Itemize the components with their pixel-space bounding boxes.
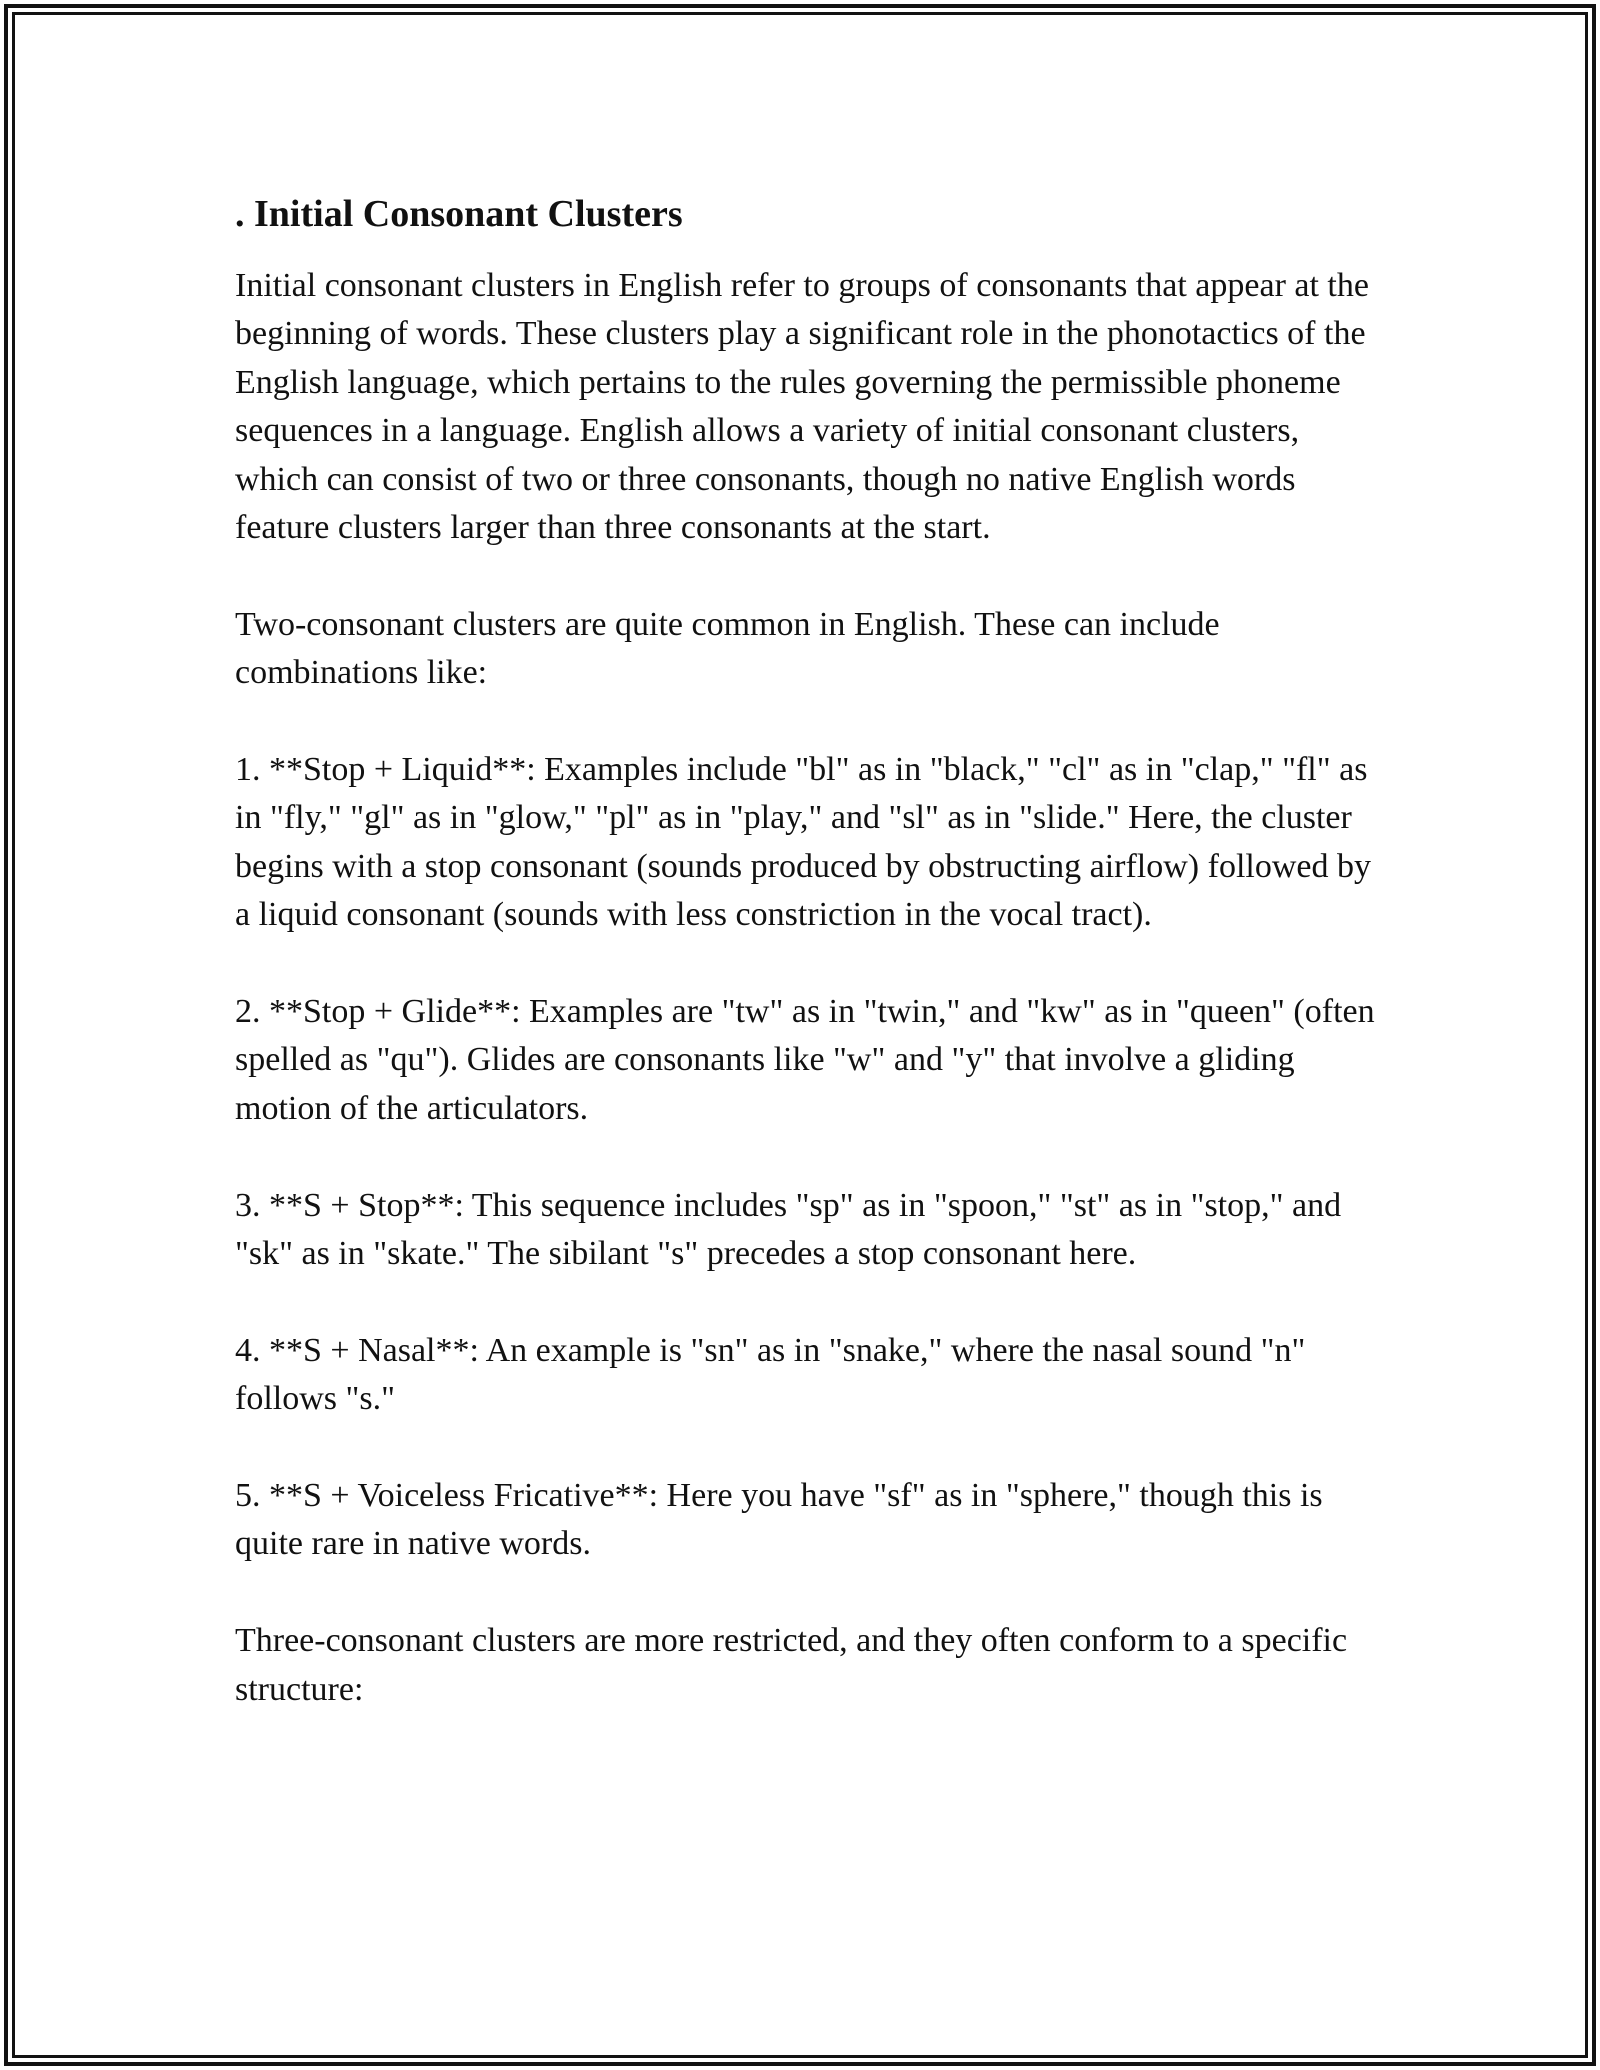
- list-item-stop-glide: 2. **Stop + Glide**: Examples are "tw" as in "twin," and "kw" as in "queen" (often spelled as "qu"). Glides are consonants like "w" and "y" that involve a gliding motion of the articulators.: [235, 993, 1375, 1127]
- section-heading: . Initial Consonant Clusters: [235, 193, 683, 235]
- paragraph-three-consonant: Three-consonant clusters are more restricted, and they often conform to a specific structure:: [235, 1622, 1348, 1708]
- paragraph-two-consonant: Two-consonant clusters are quite common in English. These can include combinations like:: [235, 605, 1220, 692]
- list-item-s-nasal: 4. **S + Nasal**: An example is "sn" as in "snake," where the nasal sound "n" follows "s.": [235, 1331, 1306, 1418]
- list-item-s-fricative: 5. **S + Voiceless Fricative**: Here you have "sf" as in "sphere," though this is quite rare in native words.: [235, 1477, 1323, 1563]
- list-item-s-stop: 3. **S + Stop**: This sequence includes "sp" as in "spoon," "st" as in "stop," and "sk" as in "skate." The sibilant "s" precedes a stop consonant here.: [235, 1186, 1342, 1273]
- list-item-stop-liquid: 1. **Stop + Liquid**: Examples include "bl" as in "black," "cl" as in "clap," "fl" as in "fly," "gl" as in "glow," "pl" as in "play," and "sl" as in "slide." Here, the cluster begins with a stop consonant (sounds produced by obstructing airflow) followed by a liquid consonant (sounds with less constriction in the vocal tract).: [235, 751, 1371, 934]
- paragraph-intro: Initial consonant clusters in English refer to groups of consonants that appear at the beginning of words. These clusters play a significant role in the phonotactics of the English language, which pertains to the rules governing the permissible phoneme sequences in a language. English allows a variety of initial consonant clusters, which can consist of two or three consonants, though no native English words feature clusters larger than three consonants at the start.: [235, 267, 1369, 547]
- document-body: [235, 186, 1380, 1714]
